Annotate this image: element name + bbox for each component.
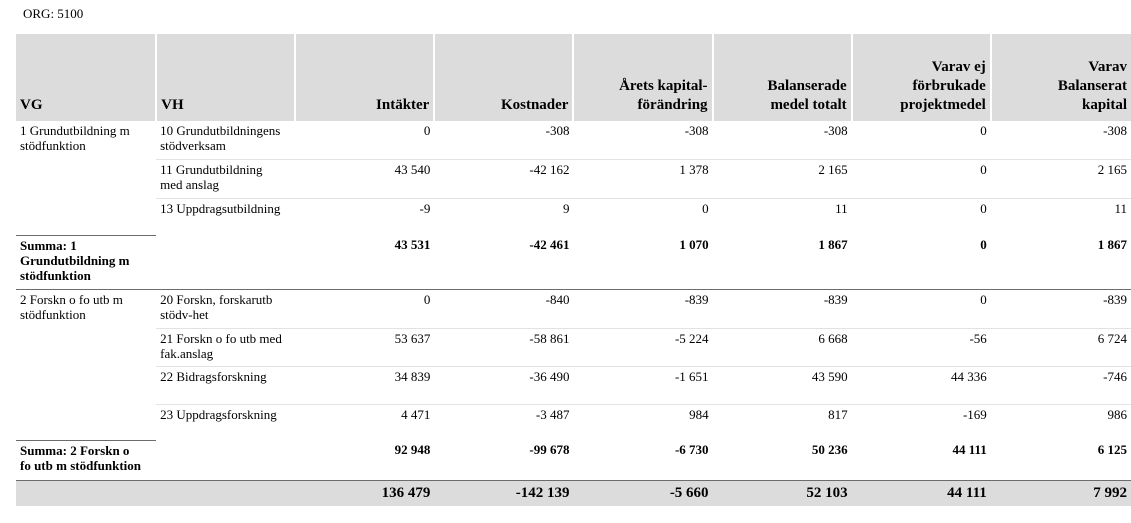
total-balanserade: 52 103 xyxy=(713,480,852,506)
header-line: kapital xyxy=(1081,97,1127,113)
cell-intakter: 4 471 xyxy=(401,406,431,422)
vh-line: 10 Grundutbildningens xyxy=(160,123,281,138)
cell-kostnader: -99 678 xyxy=(434,440,573,480)
cell-kapital: -5 224 xyxy=(573,328,712,366)
col-header-varav-ej xyxy=(852,34,991,121)
col-header-intakter: Intäkter xyxy=(295,34,434,121)
cell-varav-balanserat: 986 xyxy=(1107,406,1127,422)
total-varav-ej: 44 111 xyxy=(852,480,991,506)
cell-varav-balanserat: -839 xyxy=(991,289,1131,328)
cell-varav-balanserat: 6 125 xyxy=(991,440,1131,480)
cell-kapital: -1 651 xyxy=(573,366,712,404)
cell-varav-ej: 44 111 xyxy=(852,440,991,480)
cell-varav-balanserat: 2 165 xyxy=(991,159,1131,198)
vg-line: 1 Grundutbildning m xyxy=(20,123,130,138)
vh-cell: 13 Uppdragsutbildning xyxy=(160,200,281,216)
total-varav-balanserat: 7 992 xyxy=(991,480,1131,506)
cell-varav-balanserat: -308 xyxy=(991,121,1131,159)
cell-varav-ej: 0 xyxy=(852,159,991,198)
table-row xyxy=(16,198,1131,235)
vh-cell xyxy=(156,121,295,159)
col-header-vh: VH xyxy=(156,34,295,121)
table-row xyxy=(16,289,1131,328)
table-row xyxy=(16,159,1131,198)
total-empty-cell xyxy=(156,480,295,506)
cell-varav-ej: 44 336 xyxy=(852,366,991,404)
header-line: förändring xyxy=(637,97,708,113)
summa-line: fo utb m stödfunktion xyxy=(20,457,142,473)
vg-line: 2 Forskn o fo utb m xyxy=(20,291,123,307)
cell-balanserade: 6 668 xyxy=(713,328,852,366)
vg-cell xyxy=(16,289,156,440)
header-line: Balanserade xyxy=(767,78,847,94)
vh-line: stödv-het xyxy=(160,306,209,322)
cell-balanserade: 817 xyxy=(828,406,848,422)
vg-line: stödfunktion xyxy=(20,138,86,153)
cell-varav-balanserat: -746 xyxy=(991,366,1131,404)
cell-kapital: -6 730 xyxy=(573,440,712,480)
summa-row xyxy=(16,440,1131,480)
vh-cell xyxy=(156,328,295,366)
cell-kostnader: -42 461 xyxy=(434,235,573,289)
header-line: projektmedel xyxy=(900,97,986,113)
header-row xyxy=(16,34,1131,121)
total-kostnader: -142 139 xyxy=(434,480,573,506)
vh-cell: 23 Uppdragsforskning xyxy=(160,406,277,422)
cell-kostnader: -58 861 xyxy=(434,328,573,366)
table-row xyxy=(16,404,1131,440)
cell-intakter: -9 xyxy=(419,200,431,216)
total-empty-cell xyxy=(16,480,156,506)
vg-line: stödfunktion xyxy=(20,306,86,322)
cell-balanserade: -839 xyxy=(713,289,852,328)
cell-kostnader: -3 487 xyxy=(535,406,570,422)
cell-kapital: 0 xyxy=(702,200,709,216)
col-header-vg: VG xyxy=(16,34,156,121)
table-row xyxy=(16,328,1131,366)
cell-intakter: 92 948 xyxy=(295,440,434,480)
cell-intakter: 0 xyxy=(295,121,434,159)
cell-intakter: 0 xyxy=(295,289,434,328)
cell-varav-ej: -169 xyxy=(962,406,987,422)
vh-line: 11 Grundutbildning xyxy=(160,161,263,177)
financial-table xyxy=(16,34,1131,506)
cell-kostnader: 9 xyxy=(562,200,570,216)
header-line: förbrukade xyxy=(912,78,986,94)
cell-intakter: 34 839 xyxy=(295,366,434,404)
cell-varav-balanserat: 6 724 xyxy=(991,328,1131,366)
summa-line: stödfunktion xyxy=(20,267,91,283)
summa-line: Summa: 2 Forskn o xyxy=(20,442,130,458)
cell-varav-balanserat: 1 867 xyxy=(991,235,1131,289)
cell-balanserade: 1 867 xyxy=(713,235,852,289)
col-header-kostnader: Kostnader xyxy=(434,34,573,121)
cell-kostnader: -42 162 xyxy=(434,159,573,198)
total-kapital: -5 660 xyxy=(573,480,712,506)
header-line: Varav xyxy=(1088,59,1127,75)
vh-cell xyxy=(156,159,295,198)
summa-label xyxy=(16,235,295,289)
cell-kapital: -308 xyxy=(573,121,712,159)
cell-balanserade: -308 xyxy=(713,121,852,159)
cell-varav-ej: -56 xyxy=(852,328,991,366)
summa-line: Grundutbildning m xyxy=(20,252,130,268)
summa-row xyxy=(16,235,1131,289)
cell-kapital: 1 070 xyxy=(573,235,712,289)
cell-intakter: 53 637 xyxy=(295,328,434,366)
summa-line: Summa: 1 xyxy=(20,237,77,253)
vh-line: stödverksam xyxy=(160,138,226,153)
cell-kapital: 984 xyxy=(689,406,709,422)
cell-balanserade: 2 165 xyxy=(713,159,852,198)
vh-line: fak.anslag xyxy=(160,345,214,361)
header-line: Balanserat xyxy=(1057,78,1127,94)
col-header-varav-balanserat xyxy=(991,34,1131,121)
cell-balanserade: 11 xyxy=(835,200,848,216)
header-line: Årets kapital- xyxy=(619,78,708,94)
cell-kostnader: -840 xyxy=(434,289,573,328)
cell-kapital: 1 378 xyxy=(573,159,712,198)
col-header-balanserade xyxy=(713,34,852,121)
cell-balanserade: 50 236 xyxy=(713,440,852,480)
cell-kostnader: -36 490 xyxy=(434,366,573,404)
total-row xyxy=(16,480,1131,506)
cell-varav-ej: 0 xyxy=(852,235,991,289)
vh-cell: 22 Bidragsforskning xyxy=(156,366,295,404)
cell-varav-ej: 0 xyxy=(852,289,991,328)
vh-line: 21 Forskn o fo utb med xyxy=(160,330,282,346)
cell-kostnader: -308 xyxy=(434,121,573,159)
org-label: ORG: 5100 xyxy=(23,6,84,21)
vh-line: med anslag xyxy=(160,176,219,192)
header-line: medel totalt xyxy=(770,97,847,113)
vg-cell xyxy=(16,121,156,235)
vh-cell xyxy=(156,289,295,328)
cell-balanserade: 43 590 xyxy=(713,366,852,404)
cell-varav-balanserat: 11 xyxy=(1114,200,1127,216)
vh-line: 20 Forskn, forskarutb xyxy=(160,291,273,307)
total-intakter: 136 479 xyxy=(295,480,434,506)
header-line: Varav ej xyxy=(931,59,986,75)
cell-varav-ej: 0 xyxy=(852,121,991,159)
table-row xyxy=(16,121,1131,159)
cell-varav-ej: 0 xyxy=(980,200,987,216)
col-header-kapitalforandring xyxy=(573,34,712,121)
cell-intakter: 43 531 xyxy=(295,235,434,289)
cell-intakter: 43 540 xyxy=(295,159,434,198)
summa-label xyxy=(16,440,295,480)
cell-kapital: -839 xyxy=(573,289,712,328)
table-row xyxy=(16,366,1131,404)
